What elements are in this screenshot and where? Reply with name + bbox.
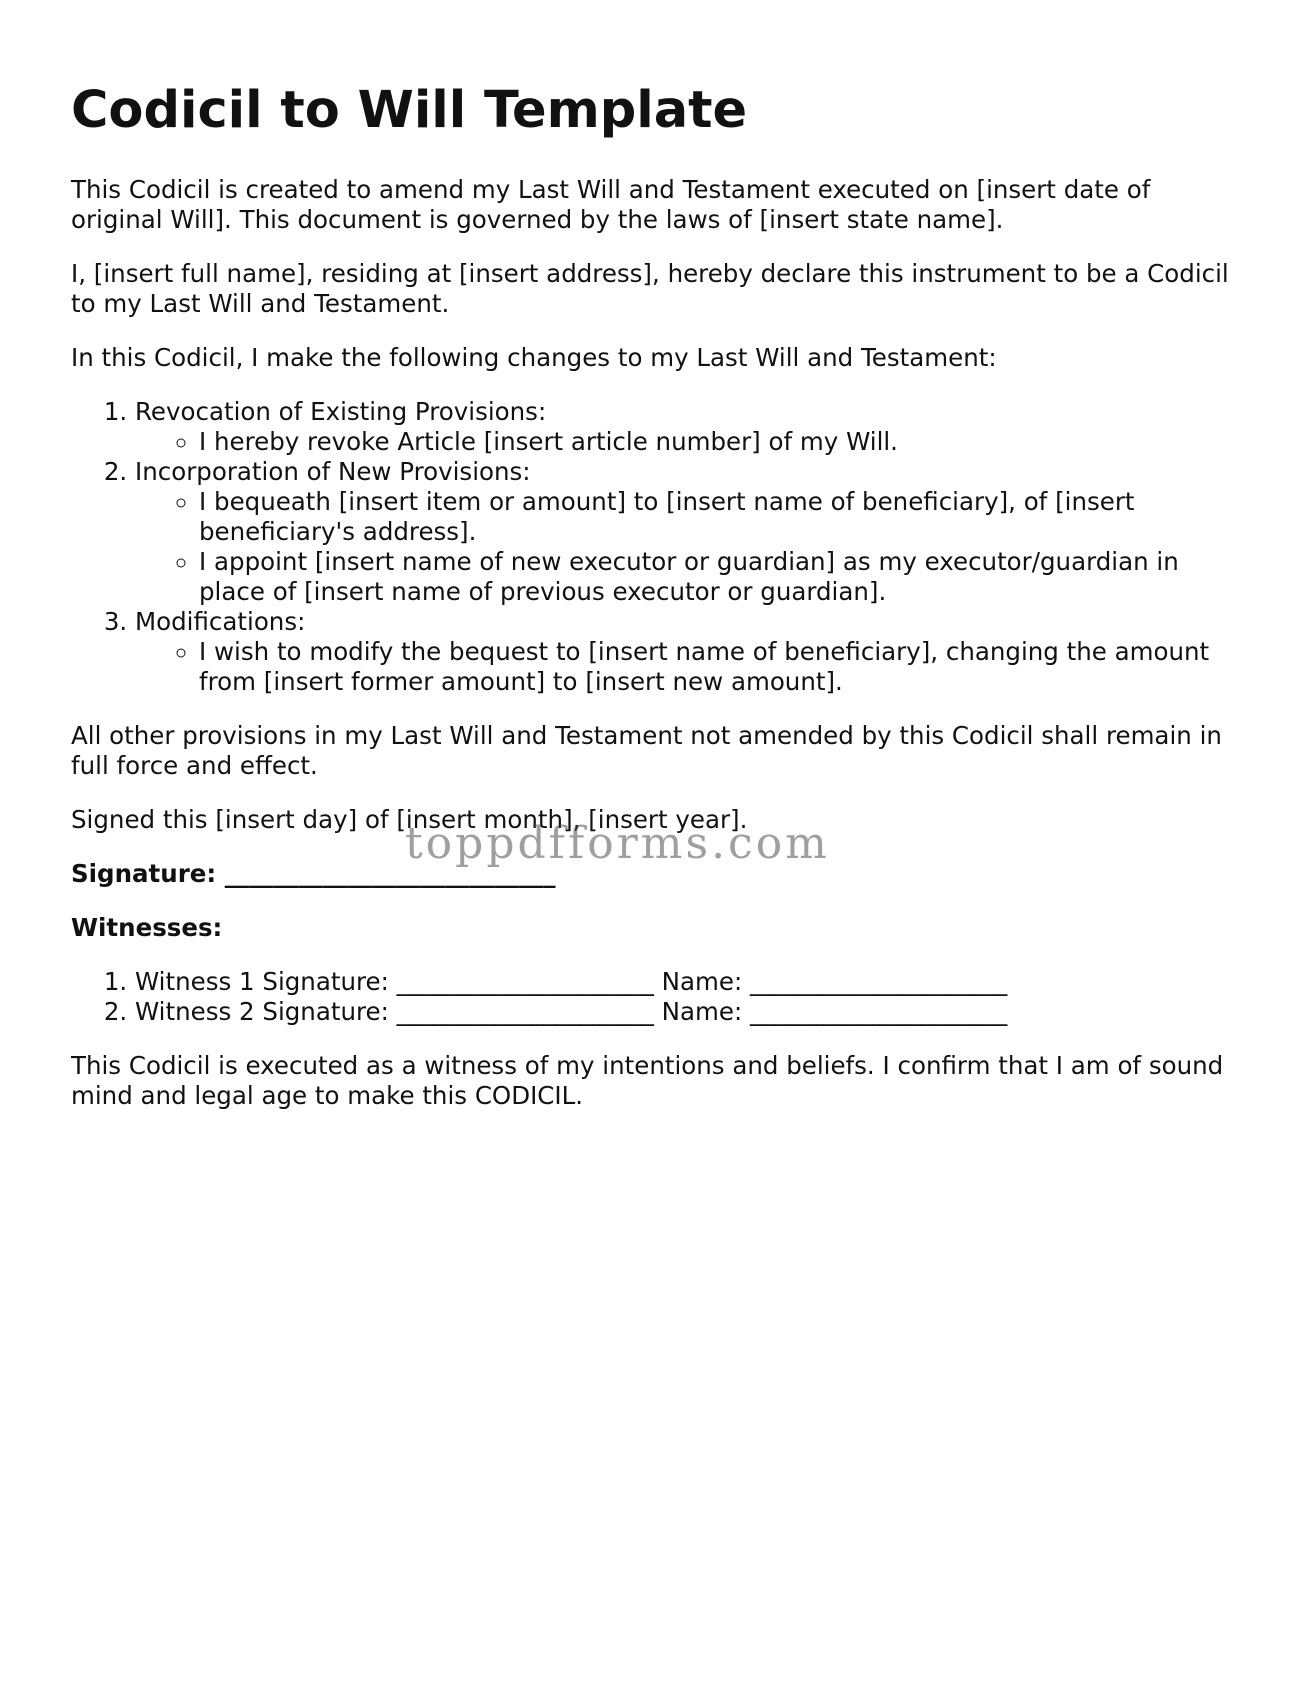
change-item-revocation [135,397,1241,457]
witnesses-heading: Witnesses: [71,913,223,943]
intro-paragraph: This Codicil is created to amend my Last Will and Testament executed on [insert date of original Will]. This document is governed by the laws of [insert state name]. [71,175,1151,235]
witness-line: 1. Witness 1 Signature: _____________________ Name: _____________________ [135,967,1241,997]
changes-intro-paragraph: In this Codicil, I make the following changes to my Last Will and Testament: [71,343,997,373]
change-item-modifications [135,607,1241,697]
witness-list [71,967,1241,1027]
signed-date-line: Signed this [insert day] of [insert month], [insert year]. [71,805,748,835]
change-sublist [135,637,1241,697]
change-item-incorporation [135,457,1241,607]
watermark: toppdfforms.com [405,818,830,869]
change-detail: ◦ I bequeath [insert item or amount] to [insert name of beneficiary], of [insert beneficiary's address]. [199,487,1241,547]
change-heading: Revocation of Existing Provisions: [135,397,547,427]
change-detail: ◦ I hereby revoke Article [insert article number] of my Will. [199,427,1241,457]
change-heading: Modifications: [135,607,306,637]
change-detail: ◦ I wish to modify the bequest to [insert name of beneficiary], changing the amount from [insert former amount] to [insert new amount]. [199,637,1241,697]
change-sublist [135,487,1241,607]
signature-line: Signature: ___________________________ [71,859,556,889]
witness-line: 2. Witness 2 Signature: _____________________ Name: _____________________ [135,997,1241,1027]
change-sublist [135,427,1241,457]
change-heading: Incorporation of New Provisions: [135,457,531,487]
remaining-provisions-paragraph: All other provisions in my Last Will and Testament not amended by this Codicil shall remain in full force and effect. [71,721,1222,781]
document-page [71,80,1241,1135]
change-detail: ◦ I appoint [insert name of new executor or guardian] as my executor/guardian in place of [insert name of previous executor or guardian]. [199,547,1241,607]
closing-paragraph: This Codicil is executed as a witness of my intentions and beliefs. I confirm that I am of sound mind and legal age to make this CODICIL. [71,1051,1224,1111]
document-title: Codicil to Will Template [71,81,748,140]
changes-list [71,397,1241,697]
declaration-paragraph: I, [insert full name], residing at [insert address], hereby declare this instrument to be a Codicil to my Last Will and Testament. [71,259,1229,319]
